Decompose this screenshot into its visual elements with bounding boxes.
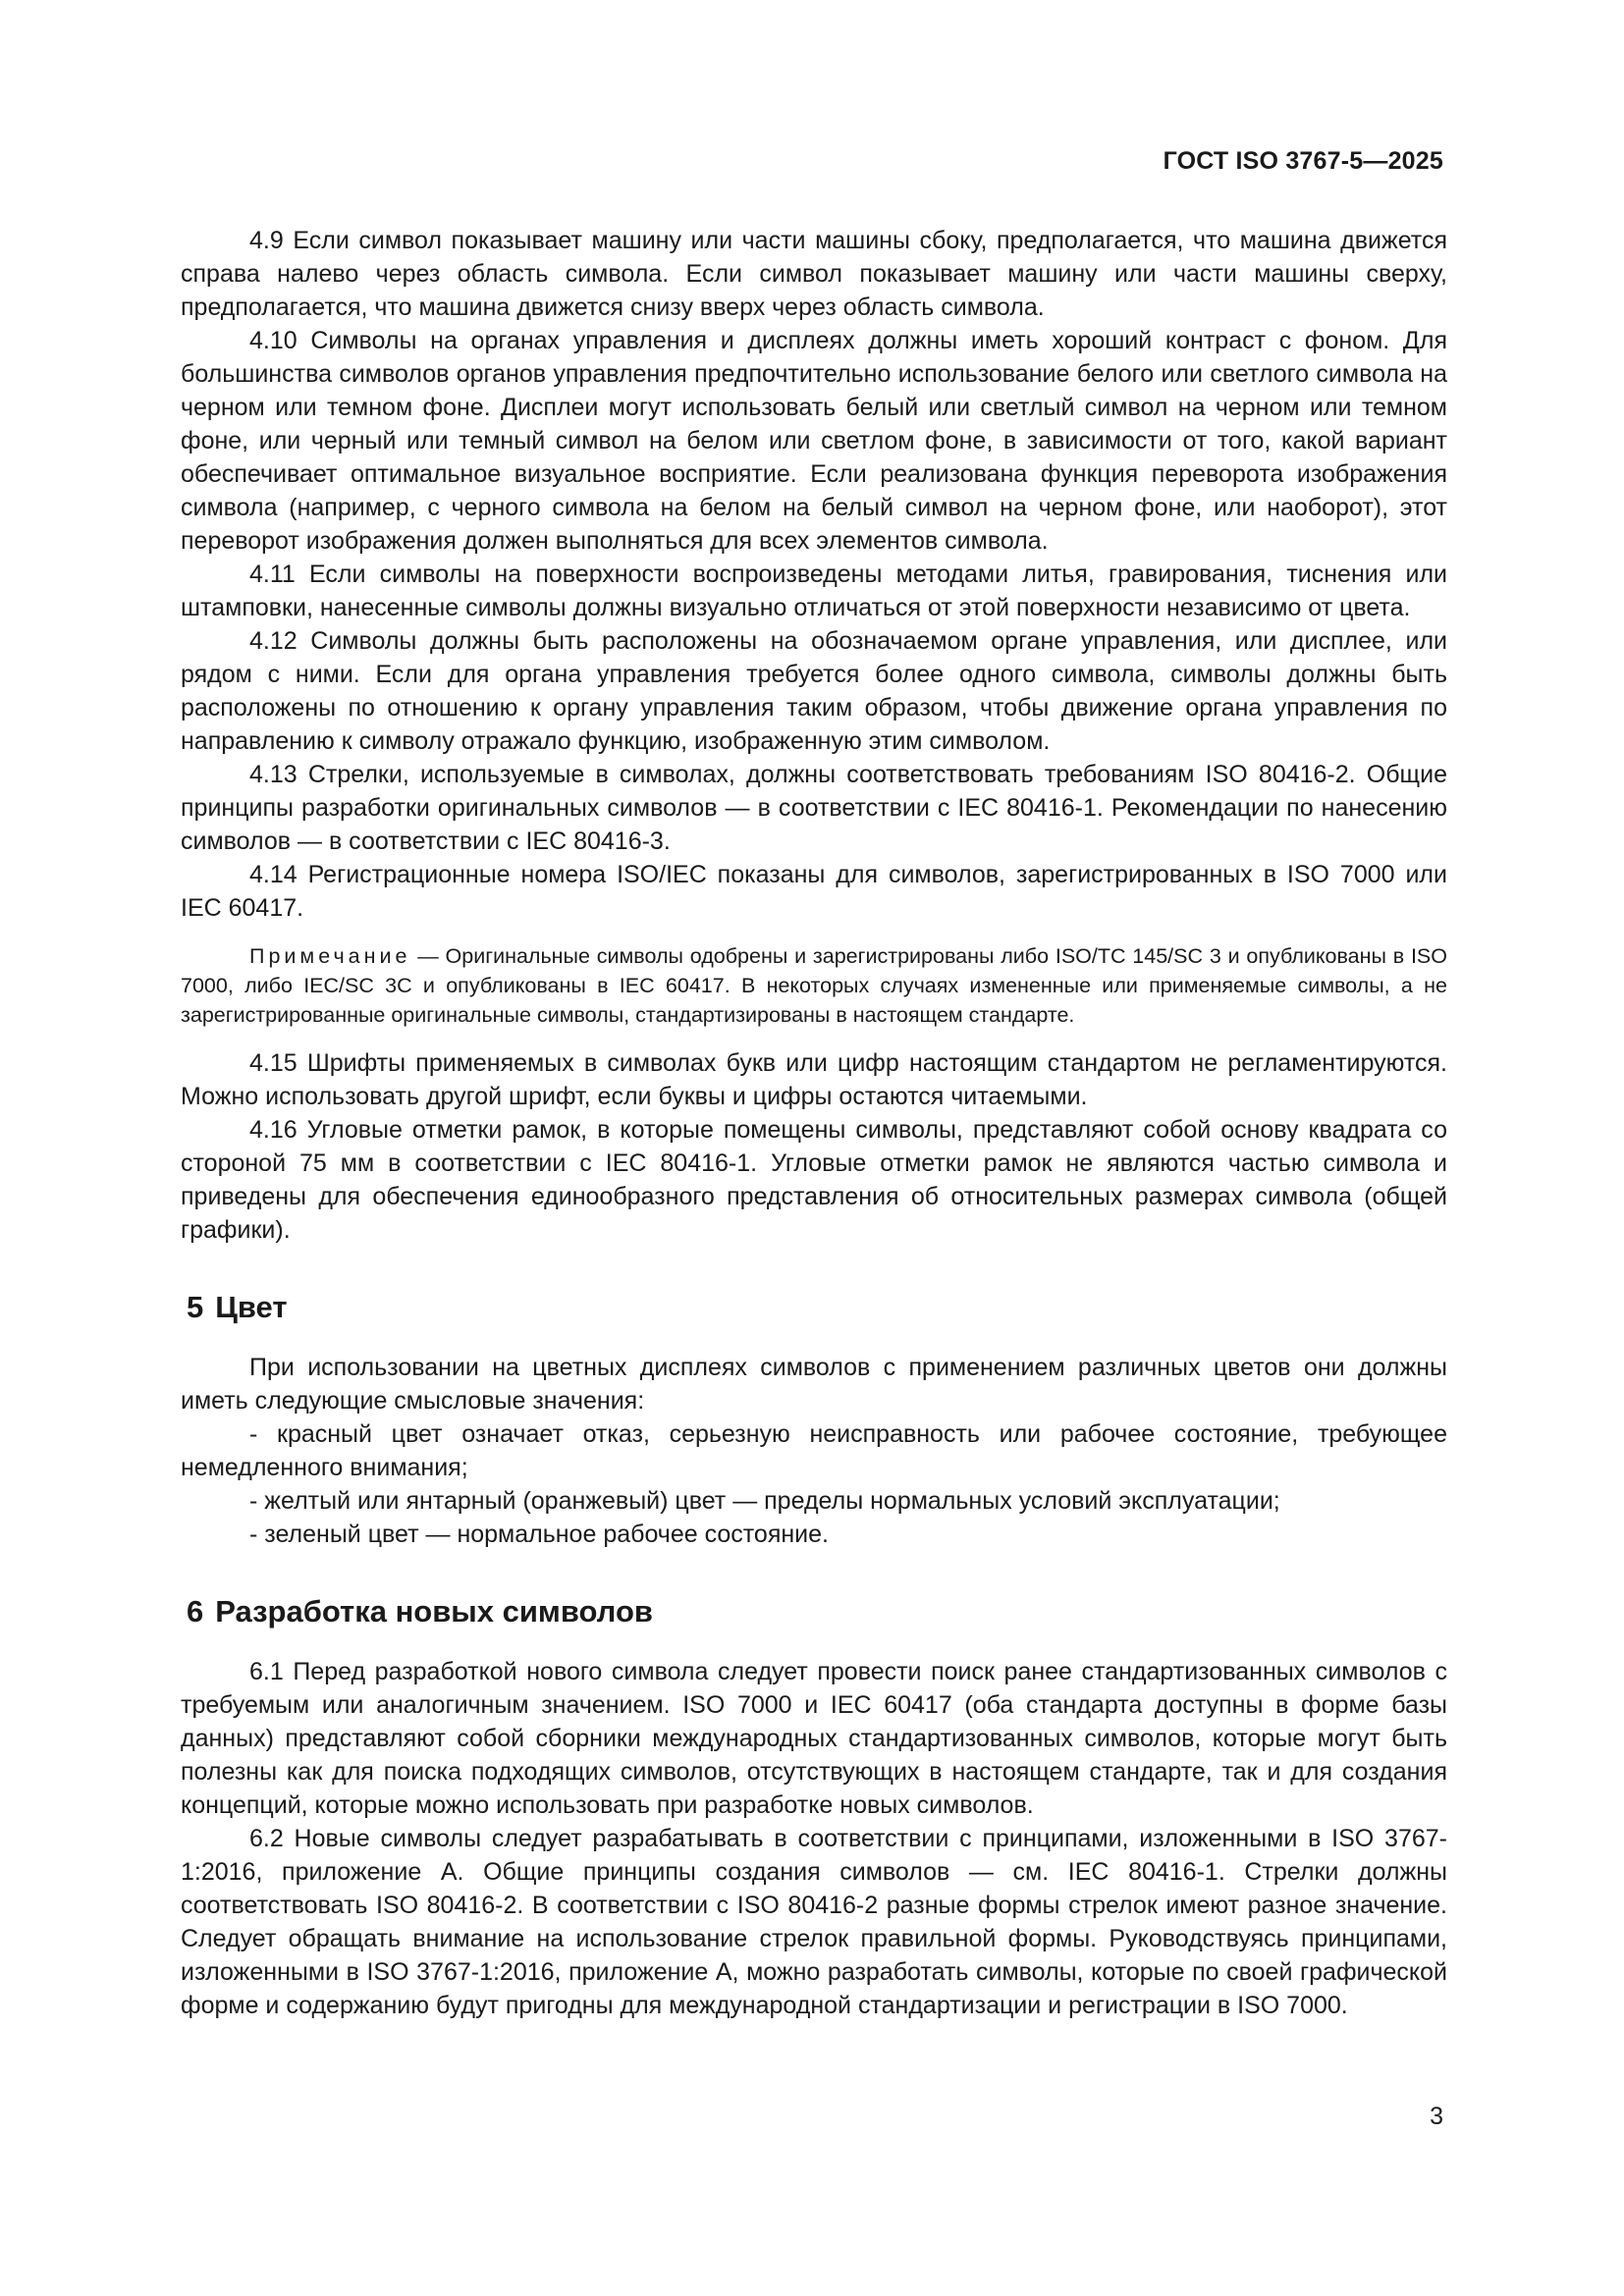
clause-4-16: 4.16 Угловые отметки рамок, в которые помещены символы, представляют собой основу квадрата со стороной 75 мм в соответствии с IEC 80416-1. Угловые отметки рамок не являются частью символа и приведены для обеспечения единообразного представления об относительных размерах символа (общей графики). [181, 1116, 1447, 1244]
clause-4-10: 4.10 Символы на органах управления и дисплеях должны иметь хороший контраст с фоном. Для большинства символов органов управления предпочтительно использование белого или светлого символа на черном или темном фоне. Дисплеи могут использовать белый или светлый символ на черном или темном фоне, или черный или темный символ на белом или светлом фоне, в зависимости от того, какой вариант обеспечивает оптимальное визуальное восприятие. Если реализована функция переворота изображения символа (например, с черного символа на белом на белый символ на черном фоне, или наоборот), этот переворот изображения должен выполняться для всех элементов символа. [181, 327, 1447, 555]
color-item-green: - зеленый цвет — нормальное рабочее состояние. [249, 1521, 829, 1548]
section-5-intro: При использовании на цветных дисплеях символов с применением различных цветов они должны иметь следующие смысловые значения: [181, 1354, 1447, 1415]
page-content [181, 224, 1447, 2022]
page-number: 3 [1430, 2103, 1443, 2130]
section-6-number: 6 [187, 1594, 204, 1629]
note [181, 941, 1447, 1030]
clause-4-14: 4.14 Регистрационные номера ISO/IEC показаны для символов, зарегистрированных в ISO 7000 или IEC 60417. [181, 861, 1447, 922]
section-5-number: 5 [187, 1290, 204, 1324]
clause-4-13: 4.13 Стрелки, используемые в символах, должны соответствовать требованиям ISO 80416-2. Общие принципы разработки оригинальных символов — в соответствии с IEC 80416-1. Рекомендации по нанесению символов — в соответствии с IEC 80416-3. [181, 761, 1447, 855]
section-5-title: Цвет [215, 1290, 288, 1324]
color-item-red: - красный цвет означает отказ, серьезную неисправность или рабочее состояние, требующее немедленного внимания; [181, 1420, 1447, 1481]
clause-4-11: 4.11 Если символы на поверхности воспроизведены методами литья, гравирования, тиснения или штамповки, нанесенные символы должны визуально отличаться от этой поверхности независимо от цвета. [181, 561, 1447, 621]
note-label: Примечание [249, 944, 411, 968]
section-6-heading [181, 1594, 1447, 1629]
clause-6-2: 6.2 Новые символы следует разрабатывать в соответствии с принципами, изложенными в ISO 3767-1:2016, приложение А. Общие принципы создания символов — см. IEC 80416-1. Стрелки должны соответствовать ISO 80416-2. В соответствии с ISO 80416-2 разные формы стрелок имеют разное значение. Следует обращать внимание на использование стрелок правильной формы. Руководствуясь принципами, изложенными в ISO 3767-1:2016, приложение А, можно разработать символы, которые по своей графической форме и содержанию будут пригодны для международной стандартизации и регистрации в ISO 7000. [181, 1825, 1447, 2019]
section-5-heading [181, 1290, 1447, 1325]
clause-4-12: 4.12 Символы должны быть расположены на обозначаемом органе управления, или дисплее, или рядом с ними. Если для органа управления требуется более одного символа, символы должны быть расположены по отношению к органу управления таким образом, чтобы движение органа управления по направлению к символу отражало функцию, изображенную этим символом. [181, 627, 1447, 755]
color-item-yellow: - желтый или янтарный (оранжевый) цвет — пределы нормальных условий эксплуатации; [249, 1487, 1280, 1515]
note-text: — Оригинальные символы одобрены и зарегистрированы либо ISO/TC 145/SC 3 и опубликованы в ISO 7000, либо IEC/SC 3C и опубликованы в IEC 60417. В некоторых случаях измененные или применяемые символы, а не зарегистрированные оригинальные символы, стандартизированы в настоящем стандарте. [181, 944, 1447, 1027]
clause-4-15: 4.15 Шрифты применяемых в символах букв или цифр настоящим стандартом не регламентируются. Можно использовать другой шрифт, если буквы и цифры остаются читаемыми. [181, 1049, 1447, 1110]
clause-6-1: 6.1 Перед разработкой нового символа следует провести поиск ранее стандартизованных символов с требуемым или аналогичным значением. ISO 7000 и IEC 60417 (оба стандарта доступны в форме базы данных) представляют собой сборники международных стандартизованных символов, которые могут быть полезны как для поиска подходящих символов, отсутствующих в настоящем стандарте, так и для создания концепций, которые можно использовать при разработке новых символов. [181, 1658, 1447, 1819]
document-header: ГОСТ ISO 3767-5—2025 [1163, 147, 1443, 175]
clause-4-9: 4.9 Если символ показывает машину или части машины сбоку, предполагается, что машина движется справа налево через область символа. Если символ показывает машину или части машины сверху, предполагается, что машина движется снизу вверх через область символа. [181, 227, 1447, 321]
section-6-title: Разработка новых символов [215, 1594, 653, 1629]
